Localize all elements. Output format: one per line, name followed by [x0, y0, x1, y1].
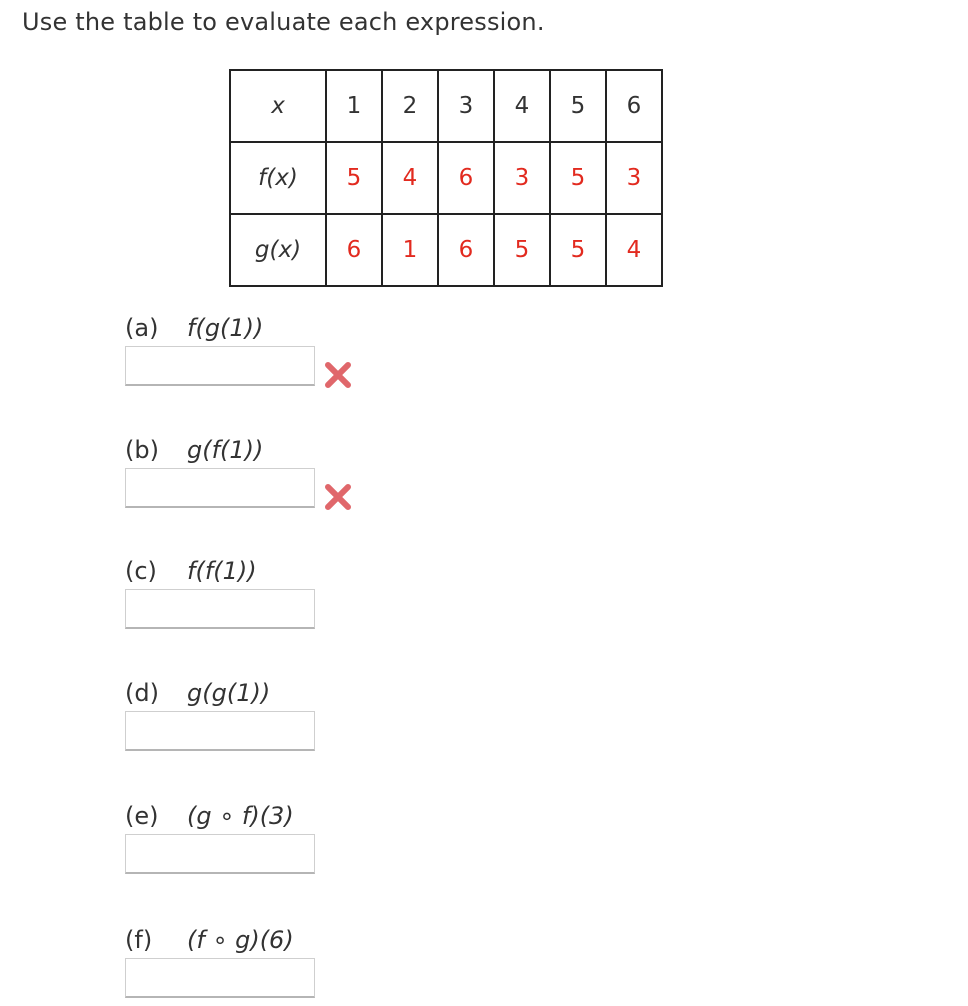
table-cell: 6: [326, 214, 382, 286]
part-label: [125, 557, 257, 585]
table-row-x: [230, 70, 662, 142]
part-label: [125, 802, 294, 830]
part-letter: (f): [125, 926, 153, 954]
part-expression: (g ∘ f)(3): [187, 802, 294, 830]
part-label: [125, 926, 294, 954]
part-expression: f(g(1)): [187, 314, 264, 342]
part-letter: (d): [125, 679, 159, 707]
row-label-x: x: [230, 70, 326, 142]
answer-input-e[interactable]: [125, 834, 315, 874]
part-label: [125, 314, 263, 342]
table-cell: 2: [382, 70, 438, 142]
part-expression: g(g(1)): [187, 679, 271, 707]
part-letter: (b): [125, 436, 159, 464]
answer-input-f[interactable]: [125, 958, 315, 998]
part-expression: (f ∘ g)(6): [187, 926, 294, 954]
function-table: [229, 69, 663, 287]
row-label-g: g(x): [230, 214, 326, 286]
table-cell: 6: [438, 214, 494, 286]
part-c: [125, 557, 257, 585]
table-cell: 3: [494, 142, 550, 214]
part-f: [125, 926, 294, 954]
table-cell: 6: [438, 142, 494, 214]
table-cell: 6: [606, 70, 662, 142]
part-label: [125, 679, 270, 707]
part-b: [125, 436, 263, 464]
part-d: [125, 679, 270, 707]
answer-input-d[interactable]: [125, 711, 315, 751]
part-letter: (e): [125, 802, 159, 830]
table-cell: 4: [382, 142, 438, 214]
answer-input-b[interactable]: [125, 468, 315, 508]
part-label: [125, 436, 263, 464]
part-expression: g(f(1)): [187, 436, 264, 464]
table-cell: 3: [438, 70, 494, 142]
table-cell: 5: [494, 214, 550, 286]
instructions: Use the table to evaluate each expression.: [22, 8, 545, 36]
table-cell: 1: [326, 70, 382, 142]
table-cell: 5: [550, 142, 606, 214]
table-row-f: [230, 142, 662, 214]
table-row-g: [230, 214, 662, 286]
part-letter: (c): [125, 557, 157, 585]
part-a: [125, 314, 263, 342]
part-e: [125, 802, 294, 830]
table-cell: 5: [550, 214, 606, 286]
answer-input-c[interactable]: [125, 589, 315, 629]
row-label-f: f(x): [230, 142, 326, 214]
table-cell: 4: [606, 214, 662, 286]
table-cell: 5: [326, 142, 382, 214]
x-mark-icon: [323, 360, 353, 390]
table-cell: 5: [550, 70, 606, 142]
part-letter: (a): [125, 314, 159, 342]
table-cell: 4: [494, 70, 550, 142]
table-cell: 1: [382, 214, 438, 286]
answer-input-a[interactable]: [125, 346, 315, 386]
part-expression: f(f(1)): [187, 557, 257, 585]
table-cell: 3: [606, 142, 662, 214]
x-mark-icon: [323, 482, 353, 512]
